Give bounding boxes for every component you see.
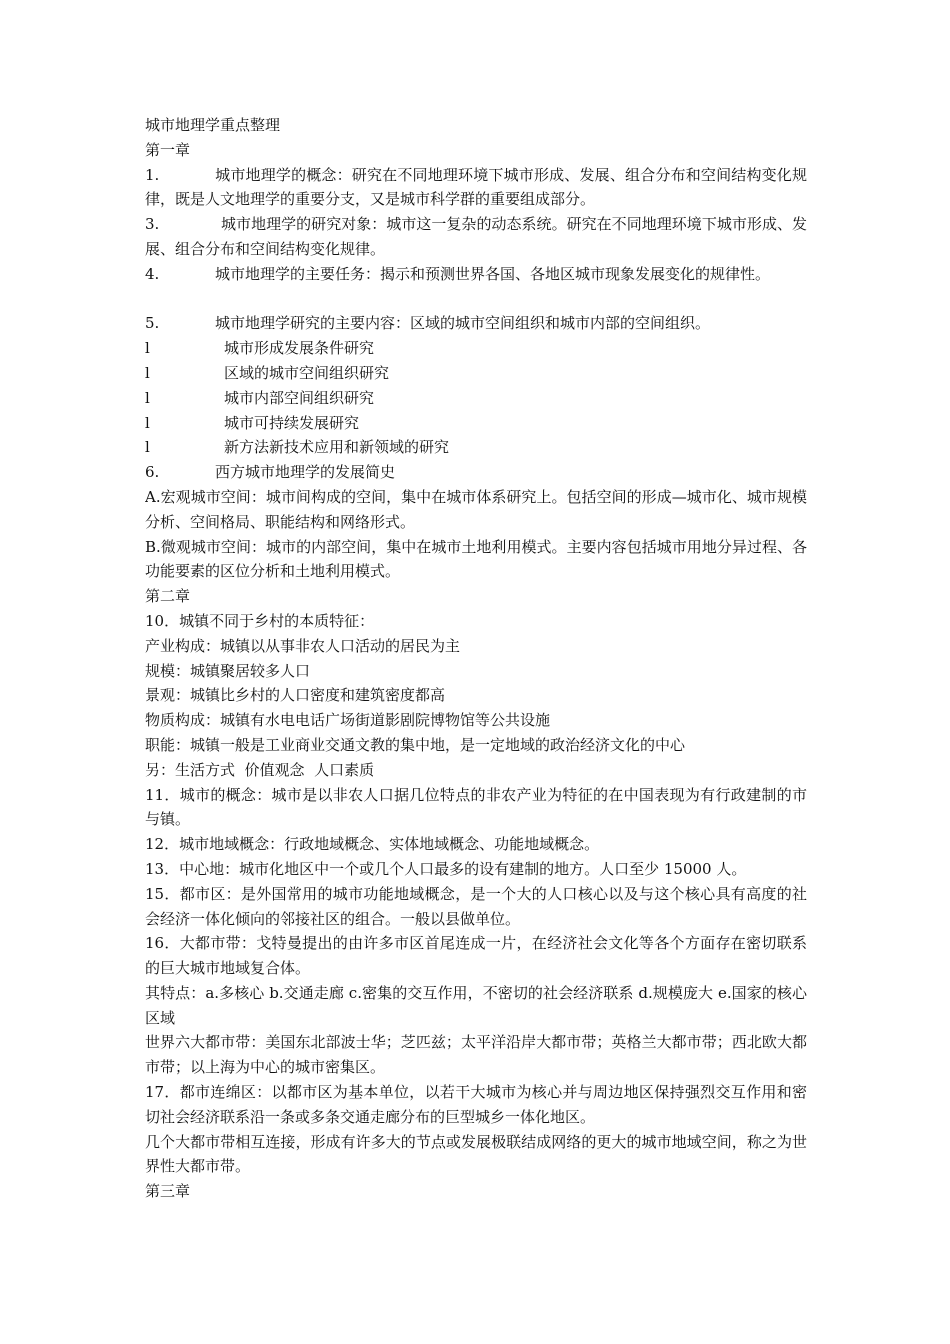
paragraph-10: 10．城镇不同于乡村的本质特征： (145, 611, 375, 630)
item-number: 4. (145, 264, 160, 283)
paragraph-features: 其特点：a.多核心 b.交通走廊 c.密集的交互作用，不密切的社会经济联系 d.规模庞大 e.国家的核心区域 (145, 983, 807, 1027)
item-text: 西方城市地理学的发展简史 (215, 463, 396, 482)
paragraph-15: 15．都市区：是外国常用的城市功能地域概念，是一个大的人口核心以及与这个核心具有高度的社会经济一体化倾向的邻接社区的组合。一般以县做单位。 (145, 884, 807, 928)
bullet-text: 区域的城市空间组织研究 (224, 363, 390, 382)
feature-other: 另：生活方式 价值观念 人口素质 (145, 760, 375, 779)
paragraph-11: 11．城市的概念：城市是以非农人口据几位特点的非农产业为特征的在中国表现为有行政建制的市与镇。 (145, 785, 807, 829)
item-text: 城市地理学的研究对象：城市这一复杂的动态系统。研究在不同地理环境下城市形成、发展、组合分布和空间结构变化规律。 (145, 215, 807, 258)
list-item (145, 163, 807, 213)
paragraph-17: 17．都市连绵区：以都市区为基本单位，以若干大城市为核心并与周边地区保持强烈交互作用和密切社会经济联系沿一条或多条交通走廊分布的巨型城乡一体化地区。 (145, 1083, 807, 1126)
item-text: 城市地理学研究的主要内容：区域的城市空间组织和城市内部的空间组织。 (215, 314, 711, 333)
list-item (145, 262, 807, 312)
item-number: 3. (145, 215, 160, 234)
bullet-mark: l (145, 438, 150, 457)
feature-function: 职能：城镇一般是工业商业交通文教的集中地，是一定地域的政治经济文化的中心 (145, 735, 686, 754)
item-text: 城市地理学的主要任务：揭示和预测世界各国、各地区城市现象发展变化的规律性。 (215, 264, 771, 283)
chapter-2-heading: 第二章 (145, 587, 191, 606)
item-number: 6. (145, 463, 160, 482)
bullet-text: 城市可持续发展研究 (224, 413, 360, 432)
item-number: 1. (145, 165, 160, 184)
item-text: 城市地理学的概念：研究在不同地理环境下城市形成、发展、组合分布和空间结构变化规律，既是人文地理学的重要分支，又是城市科学群的重要组成部分。 (145, 165, 807, 209)
item-number: 5. (145, 314, 160, 333)
paragraph-macro-space: A.宏观城市空间：城市间构成的空间，集中在城市体系研究上。包括空间的形成—城市化、城市规模分析、空间格局、职能结构和网络形式。 (145, 487, 807, 531)
chapter-1-heading: 第一章 (145, 140, 191, 159)
feature-industry: 产业构成：城镇以从事非农人口活动的居民为主 (145, 636, 461, 655)
bullet-item (145, 435, 807, 460)
bullet-mark: l (145, 388, 150, 407)
paragraph-world-megalopolis: 几个大都市带相互连接，形成有许多大的节点或发展极联结成网络的更大的城市地域空间，称之为世界性大都市带。 (145, 1132, 807, 1176)
document-title: 城市地理学重点整理 (145, 116, 281, 134)
bullet-text: 城市形成发展条件研究 (224, 339, 375, 358)
paragraph-six-megalopolis: 世界六大都市带：美国东北部波士华；芝匹兹；太平洋沿岸大都市带；英格兰大都市带；西北欧大都市带；以上海为中心的城市密集区。 (145, 1033, 807, 1077)
list-item (145, 311, 807, 336)
bullet-mark: l (145, 413, 150, 432)
bullet-item (145, 336, 807, 361)
chapter-3-heading: 第三章 (145, 1182, 191, 1201)
bullet-item (145, 386, 807, 411)
bullet-text: 城市内部空间组织研究 (224, 388, 375, 407)
paragraph-16: 16．大都市带：戈特曼提出的由许多市区首尾连成一片，在经济社会文化等各个方面存在密切联系的巨大城市地域复合体。 (145, 934, 807, 978)
feature-landscape: 景观：城镇比乡村的人口密度和建筑密度都高 (145, 686, 446, 705)
bullet-item (145, 361, 807, 386)
document-body (145, 113, 807, 1204)
paragraph-12: 12．城市地域概念：行政地域概念、实体地域概念、功能地域概念。 (145, 835, 600, 854)
list-item (145, 212, 807, 262)
bullet-item (145, 411, 807, 436)
bullet-mark: l (145, 363, 150, 382)
feature-scale: 规模：城镇聚居较多人口 (145, 661, 311, 680)
bullet-text: 新方法新技术应用和新领域的研究 (224, 438, 450, 457)
feature-material: 物质构成：城镇有水电电话广场街道影剧院博物馆等公共设施 (145, 711, 551, 730)
list-item (145, 460, 807, 485)
bullet-mark: l (145, 339, 150, 358)
paragraph-13: 13．中心地：城市化地区中一个或几个人口最多的设有建制的地方。人口至少 15000 人。 (145, 859, 747, 878)
paragraph-micro-space: B.微观城市空间：城市的内部空间，集中在城市土地利用模式。主要内容包括城市用地分异过程、各功能要素的区位分析和土地利用模式。 (145, 537, 807, 581)
